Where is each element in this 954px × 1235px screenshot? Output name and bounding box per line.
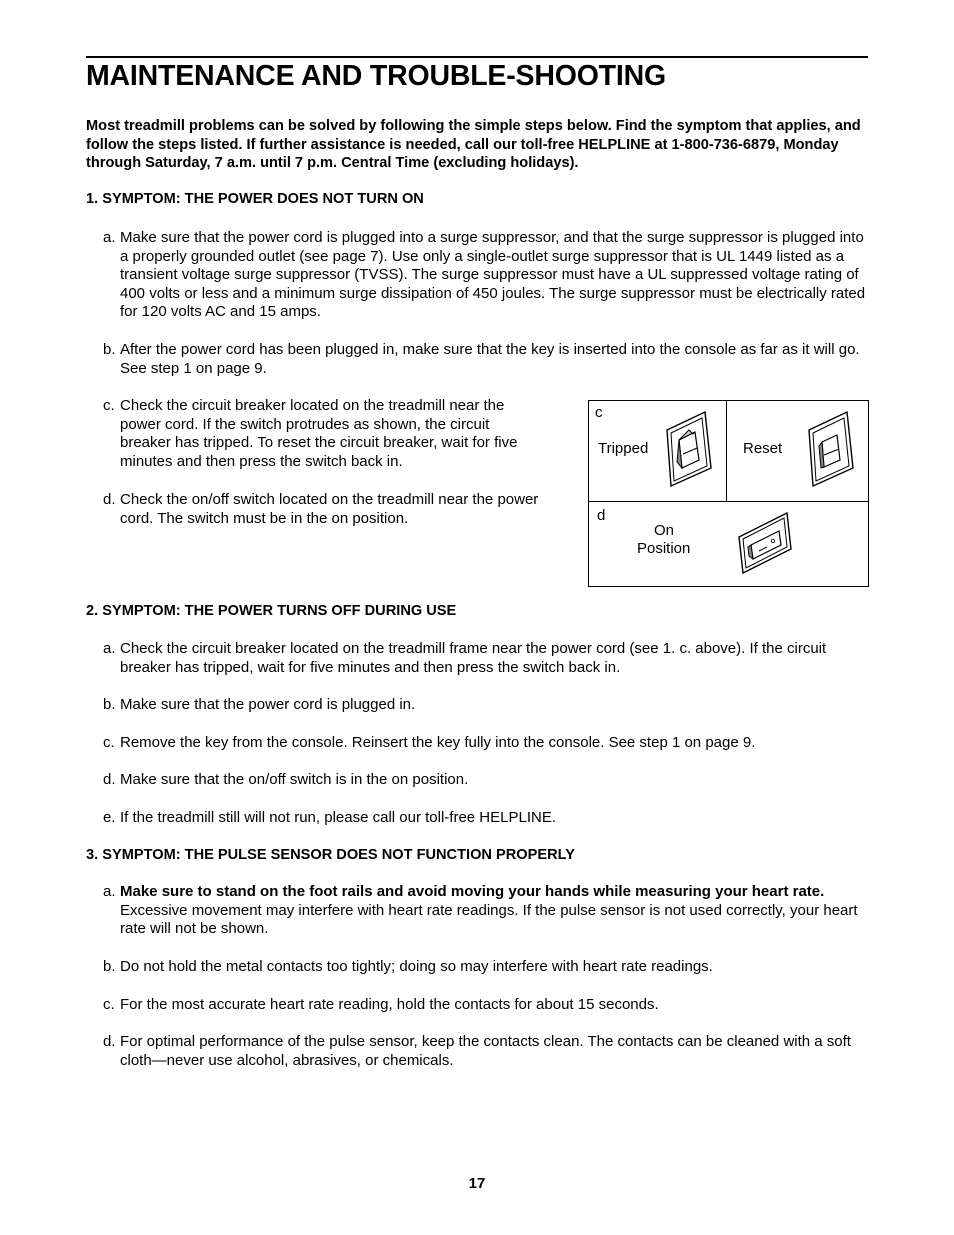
section-1-item-d (103, 491, 543, 528)
section-3-item-a (103, 883, 866, 939)
section-2-heading: 2. SYMPTOM: THE POWER TURNS OFF DURING USE (86, 603, 457, 619)
section-2-item-b (103, 696, 866, 715)
item-marker: e. (103, 809, 116, 826)
item-text: Do not hold the metal contacts too tightly; doing so may interfere with heart rate readings. (120, 958, 713, 975)
item-marker: b. (103, 958, 116, 975)
item-text: After the power cord has been plugged in, make sure that the key is inserted into the console as far as it will go. See step 1 on page 9. (120, 341, 860, 377)
item-bold-text: Make sure to stand on the foot rails and avoid moving your hands while measuring your heart rate. (120, 883, 825, 900)
section-2-item-c (103, 734, 866, 753)
section-1-item-c (103, 397, 543, 471)
panel-c-letter: c (595, 404, 603, 421)
figure-divider-horizontal (589, 501, 868, 502)
item-marker: a. (103, 229, 116, 246)
page-number: 17 (468, 1175, 486, 1192)
item-text: Excessive movement may interfere with heart rate readings. If the pulse sensor is not used correctly, your heart rate will not be shown. (120, 901, 858, 938)
section-2-item-e (103, 809, 866, 828)
circuit-breaker-figure (588, 400, 869, 587)
reset-label: Reset (743, 440, 783, 457)
item-marker: a. (103, 640, 116, 657)
item-text: Make sure that the power cord is plugged in. (120, 696, 416, 713)
section-3-item-b (103, 958, 866, 977)
on-label: On (654, 522, 675, 539)
item-marker: b. (103, 696, 116, 713)
item-text: Remove the key from the console. Reinsert the key fully into the console. See step 1 on page 9. (120, 734, 756, 751)
item-text: Check the on/off switch located on the treadmill near the power cord. The switch must be in the on position. (120, 491, 539, 527)
item-marker: a. (103, 883, 116, 900)
figure-divider-vertical (726, 401, 727, 502)
section-1-heading: 1. SYMPTOM: THE POWER DOES NOT TURN ON (86, 191, 424, 207)
intro-paragraph (86, 117, 866, 173)
item-text: Check the circuit breaker located on the treadmill near the power cord. If the switch protrudes as shown, the circuit breaker has tripped. To reset the circuit breaker, wait for five minutes and then press the switch back in. (120, 397, 518, 470)
item-marker: d. (103, 491, 116, 508)
item-text: Check the circuit breaker located on the treadmill frame near the power cord (see 1. c. above). If the circuit breaker has tripped, wait for five minutes and then press the switch back in. (120, 640, 827, 676)
item-marker: d. (103, 771, 116, 788)
tripped-label: Tripped (598, 440, 649, 457)
item-marker: b. (103, 341, 116, 358)
page-title: MAINTENANCE AND TROUBLE-SHOOTING (86, 60, 666, 92)
panel-d-letter: d (597, 507, 606, 524)
item-marker: d. (103, 1033, 116, 1050)
intro-text: Most treadmill problems can be solved by following the simple steps below. Find the symptom that applies, and follow the steps listed. If further assistance is needed, call our toll-free HELPLINE at 1-800-736-6879, Monday through Saturday, 7 a.m. until 7 p.m. Central Time (excluding holidays). (86, 118, 861, 172)
reset-breaker-icon (805, 410, 857, 488)
item-text: If the treadmill still will not run, please call our toll-free HELPLINE. (120, 809, 557, 826)
section-3-heading: 3. SYMPTOM: THE PULSE SENSOR DOES NOT FUNCTION PROPERLY (86, 847, 575, 863)
section-1-item-b (103, 341, 866, 378)
item-marker: c. (103, 734, 115, 751)
item-text: Make sure that the power cord is plugged into a surge suppressor, and that the surge suppressor is plugged into a properly grounded outlet (see page 7). Use only a single-outlet surge suppressor that is UL 1449 listed as a transient voltage surge suppressor (TVSS). The surge suppressor must have a UL suppressed voltage rating of 400 volts or less and a minimum surge dissipation of 450 joules. The surge suppressor must be electrically rated for 120 volts AC and 15 amps. (120, 229, 866, 321)
section-1-item-a (103, 229, 866, 322)
section-3-item-c (103, 996, 866, 1015)
section-2-item-d (103, 771, 866, 790)
section-2-item-a (103, 640, 866, 677)
on-off-switch-icon (737, 511, 795, 575)
item-marker: c. (103, 996, 115, 1013)
item-text: For the most accurate heart rate reading, hold the contacts for about 15 seconds. (120, 996, 659, 1013)
position-label: Position (637, 540, 691, 557)
item-text: For optimal performance of the pulse sensor, keep the contacts clean. The contacts can be cleaned with a soft cloth—never use alcohol, abrasives, or chemicals. (120, 1033, 851, 1069)
item-marker: c. (103, 397, 115, 414)
item-text: Make sure that the on/off switch is in the on position. (120, 771, 469, 788)
section-3-item-d (103, 1033, 866, 1070)
tripped-breaker-icon (663, 410, 715, 488)
